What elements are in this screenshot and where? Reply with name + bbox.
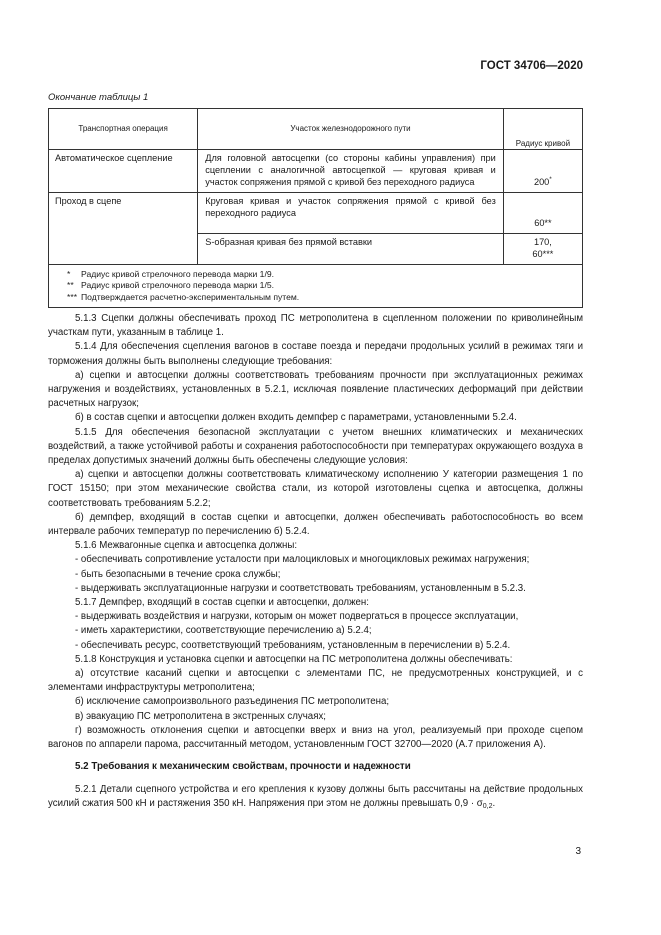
cell-radius bbox=[503, 150, 582, 193]
paragraph-text: 5.2.1 Детали сцепного устройства и его крепления к кузову должны быть рассчитаны на действие продольных усилий сжатия 500 кН и растяжения 350 кН. Напряжения при этом не должны превышать 0,9 · σ bbox=[48, 783, 583, 809]
paragraph: 5.1.8 Конструкция и установка сцепки и автосцепки на ПС метрополитена должны обеспечивать: bbox=[75, 653, 513, 665]
radius-value: 170, bbox=[533, 237, 552, 247]
page-number: 3 bbox=[575, 846, 581, 857]
table-note bbox=[67, 280, 582, 291]
paragraph: 5.1.5 Для обеспечения безопасной эксплуатации с учетом внешних климатических и механических воздействий, а также устойчивой работы и сохранения работоспособности при температурах окружающего воздуха в пределах допустимых значений должны быть обеспечены следующие условия: bbox=[48, 426, 583, 467]
paragraph: б) исключение самопроизвольного разъединения ПС метрополитена; bbox=[75, 696, 390, 708]
cell-section: Для головной автосцепки (со стороны кабины управления) при сцеплении с аналогичной автосцепкой — круговая кривая и участок сопряжения прямой с кривой без переходного радиуса bbox=[198, 150, 504, 193]
paragraph: в) эвакуацию ПС метрополитена в экстренных случаях; bbox=[75, 710, 326, 722]
cell-operation: Проход в сцепе bbox=[49, 193, 198, 265]
col-header-section: Участок железнодорожного пути bbox=[198, 109, 504, 150]
document-code: ГОСТ 34706—2020 bbox=[480, 60, 583, 72]
cell-section: Круговая кривая и участок сопряжения прямой с кривой без переходного радиуса bbox=[198, 193, 504, 234]
table-note bbox=[67, 292, 582, 303]
paragraph: 5.1.4 Для обеспечения сцепления вагонов в составе поезда и передачи продольных усилий в режимах тяги и торможения должны быть выполнены следующие требования: bbox=[48, 341, 583, 367]
table-notes-row bbox=[49, 265, 583, 308]
paragraph: - выдерживать воздействия и нагрузки, которым он может подвергаться в процессе эксплуатации, bbox=[75, 611, 519, 623]
paragraph: а) сцепки и автосцепки должны соответствовать требованиям прочности при эксплуатационных режимах нагружения и воздействиях, установленных в 5.2.1, исключая появление пластических деформаций при действии расчетных нагрузок; bbox=[48, 369, 583, 410]
note-mark: *** bbox=[67, 291, 78, 302]
table-caption: Окончание таблицы 1 bbox=[48, 92, 149, 103]
cell-radius bbox=[503, 234, 582, 265]
paragraph: 5.1.6 Межвагонные сцепка и автосцепка должны: bbox=[75, 540, 298, 552]
radius-footnote-mark: * bbox=[549, 175, 552, 183]
radius-value: 200 bbox=[533, 177, 550, 188]
radius-value: 60*** bbox=[532, 248, 554, 259]
col-header-operation: Транспортная операция bbox=[49, 109, 198, 150]
paragraph: б) в состав сцепки и автосцепки должен входить демпфер с параметрами, установленными 5.2.4. bbox=[75, 412, 517, 424]
note-text: Радиус кривой стрелочного перевода марки 1/5. bbox=[81, 280, 275, 291]
paragraph bbox=[48, 783, 583, 814]
paragraph: а) отсутствие касаний сцепки и автосцепки с элементами ПС, не предусмотренных конструкцией, и с элементами инфраструктуры метрополитена; bbox=[48, 668, 583, 694]
note-text: Подтверждается расчетно-экспериментальным путем. bbox=[81, 291, 300, 302]
paragraph: б) демпфер, входящий в состав сцепки и автосцепки, должен обеспечивать работоспособность во всем интервале рабочих температур по перечислению б) 5.2.4. bbox=[48, 511, 583, 538]
paragraph: 5.1.7 Демпфер, входящий в состав сцепки и автосцепки, должен: bbox=[75, 597, 369, 609]
paragraph: - обеспечивать сопротивление усталости при малоцикловых и многоцикловых режимах нагружения; bbox=[75, 554, 530, 566]
cell-operation: Автоматическое сцепление bbox=[49, 150, 198, 193]
note-mark: * bbox=[67, 269, 71, 279]
paragraph: 5.1.3 Сцепки должны обеспечивать проход ПС метрополитена в сцепленном положении по криволинейным участкам пути, указанным в таблице 1. bbox=[48, 313, 583, 339]
table-note bbox=[67, 269, 582, 280]
paragraph: а) сцепки и автосцепки должны соответствовать климатическому исполнению У категории размещения 1 по ГОСТ 15150; при этом механические свойства стали, из которой изготовлены сцепка и автосцепка, должны соответствовать требованиям 5.2.2; bbox=[48, 469, 583, 509]
paragraph-end: . bbox=[492, 797, 496, 809]
paragraph: - обеспечивать ресурс, соответствующий требованиям, установленным в перечислении в) 5.2.4. bbox=[75, 639, 511, 651]
table-notes bbox=[49, 265, 583, 308]
subscript: 0,2 bbox=[482, 802, 493, 810]
table-row bbox=[49, 150, 583, 193]
table-header-row bbox=[49, 109, 583, 150]
paragraph: - выдерживать эксплуатационные нагрузки и соответствовать требованиям, установленным в 5.2.3. bbox=[75, 582, 526, 594]
note-text: Радиус кривой стрелочного перевода марки 1/9. bbox=[81, 269, 275, 279]
paragraph: - иметь характеристики, соответствующие перечислению а) 5.2.4; bbox=[75, 625, 372, 637]
section-title: 5.2 Требования к механическим свойствам, прочности и надежности bbox=[75, 761, 411, 773]
cell-section: S-образная кривая без прямой вставки bbox=[198, 234, 504, 265]
note-mark: ** bbox=[67, 280, 74, 291]
curve-radius-table bbox=[48, 108, 583, 308]
body-text bbox=[48, 312, 583, 814]
paragraph: - быть безопасными в течение срока службы; bbox=[75, 568, 281, 580]
col-header-radius: Радиус кривой bbox=[503, 109, 582, 150]
cell-radius: 60** bbox=[503, 193, 582, 234]
table-row bbox=[49, 193, 583, 234]
paragraph: г) возможность отклонения сцепки и автосцепки вверх и вниз на угол, реализуемый при проходе сцепом вагонов по аппарели парома, рассчитанный методом, установленным ГОСТ 32700—2020 (А.7 приложения А). bbox=[48, 724, 583, 751]
